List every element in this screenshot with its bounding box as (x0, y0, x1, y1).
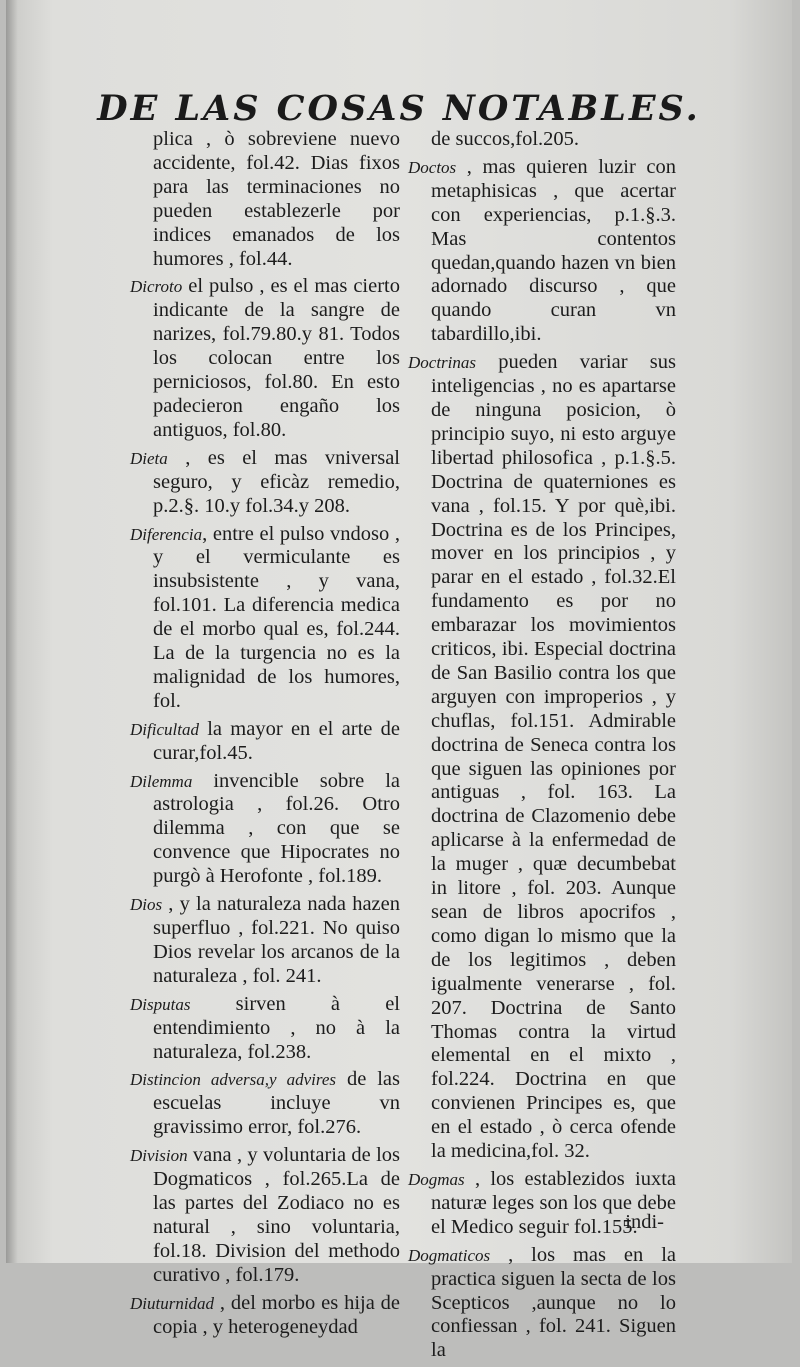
entry-keyword: Doctrinas (408, 353, 476, 373)
entry-keyword: Dilemma (130, 771, 193, 791)
left-column (130, 128, 400, 1343)
index-entry (130, 993, 400, 1065)
entry-text: , y la naturaleza nada hazen superfluo , fol.221. No quiso Dios revelar los arcanos de la naturaleza , fol. 241. (153, 893, 400, 987)
index-entry (130, 718, 400, 766)
entry-text: de las escuelas incluye vn gravissimo error, fol.276. (153, 1068, 400, 1139)
catchword: indi- (625, 1211, 664, 1233)
index-entry (130, 447, 400, 519)
entry-keyword: Distincion adversa,y advires (130, 1070, 336, 1090)
entry-text: , los establezidos iuxta naturæ leges son los que debe el Medico seguir fol.155. (431, 1167, 676, 1238)
continued-text (431, 128, 676, 152)
entry-text: , es el mas vniversal seguro, y eficàz remedio, p.2.§. 10.y fol.34.y 208. (153, 446, 400, 517)
index-entry (130, 1068, 400, 1140)
index-entry (130, 275, 400, 442)
entry-keyword: Dios (130, 895, 163, 915)
continued-text (153, 128, 400, 271)
right-column (408, 128, 676, 1367)
entry-keyword: Dieta (130, 448, 168, 468)
index-entry (408, 351, 676, 1164)
entry-keyword: Dicroto (130, 277, 183, 297)
index-entry (130, 523, 400, 714)
index-entry (130, 1292, 400, 1340)
entry-text: pueden variar sus inteligencias , no es apartarse de ninguna posicion, ò principio suyo, ni esto arguye libertad philosofica , p.1.§.5. Doctrina de quaterniones es vana , fol.15. Y por què,ibi. Doctrina es de los Principes, mover en los principios , y parar en el estado , fol.32.El fundamento es por no embarazar los movimientos criticos, ibi. Especial doctrina de San Basilio contra los que arguyen con improperios , y chuflas, fol.151. Admirable doctrina de Seneca contra los que siguen las opiniones por antiguas , fol. 163. La doctrina de Clazomenio debe aplicarse à la enfermedad de la muger , quæ decumbebat in litore , fol. 203. Aunque sean de libros apocrifos , como digan lo mismo que la de los legitimos , deben igualmente venerarse , fol. 207. Doctrina de Santo Thomas contra la virtud elemental en el mixto , fol.224. Doctrina en que convienen Principes es, que en el estado , ò cerca ofende la medicina,fol. 32. (431, 351, 676, 1163)
entry-keyword: Diferencia (130, 524, 203, 544)
entry-text: , entre el pulso vndoso , y el vermiculante es insubsistente , y vana, fol.101. La diferencia medica de el morbo qual es, fol.244. La de la turgencia no es la malignidad de los humores, fol. (153, 522, 400, 712)
entry-keyword: Dogmas (408, 1169, 465, 1189)
entry-text: de succos,fol.205. (431, 128, 580, 150)
index-entry (408, 1244, 676, 1364)
entry-keyword: Division (130, 1146, 188, 1166)
entry-keyword: Doctos (408, 157, 457, 177)
book-page (6, 0, 792, 1362)
page-header: DE LAS COSAS NOTABLES. (97, 88, 701, 129)
index-entry (130, 1144, 400, 1287)
entry-text: la mayor en el arte de curar,fol.45. (153, 717, 400, 764)
index-entry (408, 156, 676, 347)
entry-text: sirven à el entendimiento , no à la naturaleza, fol.238. (153, 992, 400, 1063)
index-entry (130, 893, 400, 989)
entry-text: , del morbo es hija de copia , y heterogeneydad (153, 1291, 400, 1338)
entry-keyword: Dificultad (130, 719, 199, 739)
page-gutter (6, 0, 18, 1263)
index-entry (130, 770, 400, 890)
entry-text: invencible sobre la astrologia , fol.26. Otro dilemma , con que se convence que Hipocrates no purgò à Herofonte , fol.189. (153, 769, 400, 888)
entry-text: vana , y voluntaria de los Dogmaticos , fol.265.La de las partes del Zodiaco no es natural , sino voluntaria, fol.18. Division del methodo curativo , fol.179. (153, 1144, 400, 1286)
entry-text: plica , ò sobreviene nuevo accidente, fol.42. Dias fixos para las terminaciones no pueden establezerle por indices emanados de los humores , fol.44. (153, 128, 400, 270)
entry-text: , los mas en la practica siguen la secta de los Scepticos ,aunque no lo confiessan , fol. 241. Siguen la (431, 1243, 676, 1362)
entry-keyword: Diuturnidad (130, 1293, 215, 1313)
entry-keyword: Disputas (130, 994, 191, 1014)
entry-text: , mas quieren luzir con metaphisicas , que acertar con experiencias, p.1.§.3. Mas contentos quedan,quando hazen vn bien adornado discurso , que quando curan vn tabardillo,ibi. (431, 155, 676, 346)
entry-keyword: Dogmaticos (408, 1245, 491, 1265)
entry-text: el pulso , es el mas cierto indicante de la sangre de narizes, fol.79.80.y 81. Todos los colocan entre los perniciosos, fol.80. En esto padecieron engaño los antiguos, fol.80. (153, 275, 400, 441)
